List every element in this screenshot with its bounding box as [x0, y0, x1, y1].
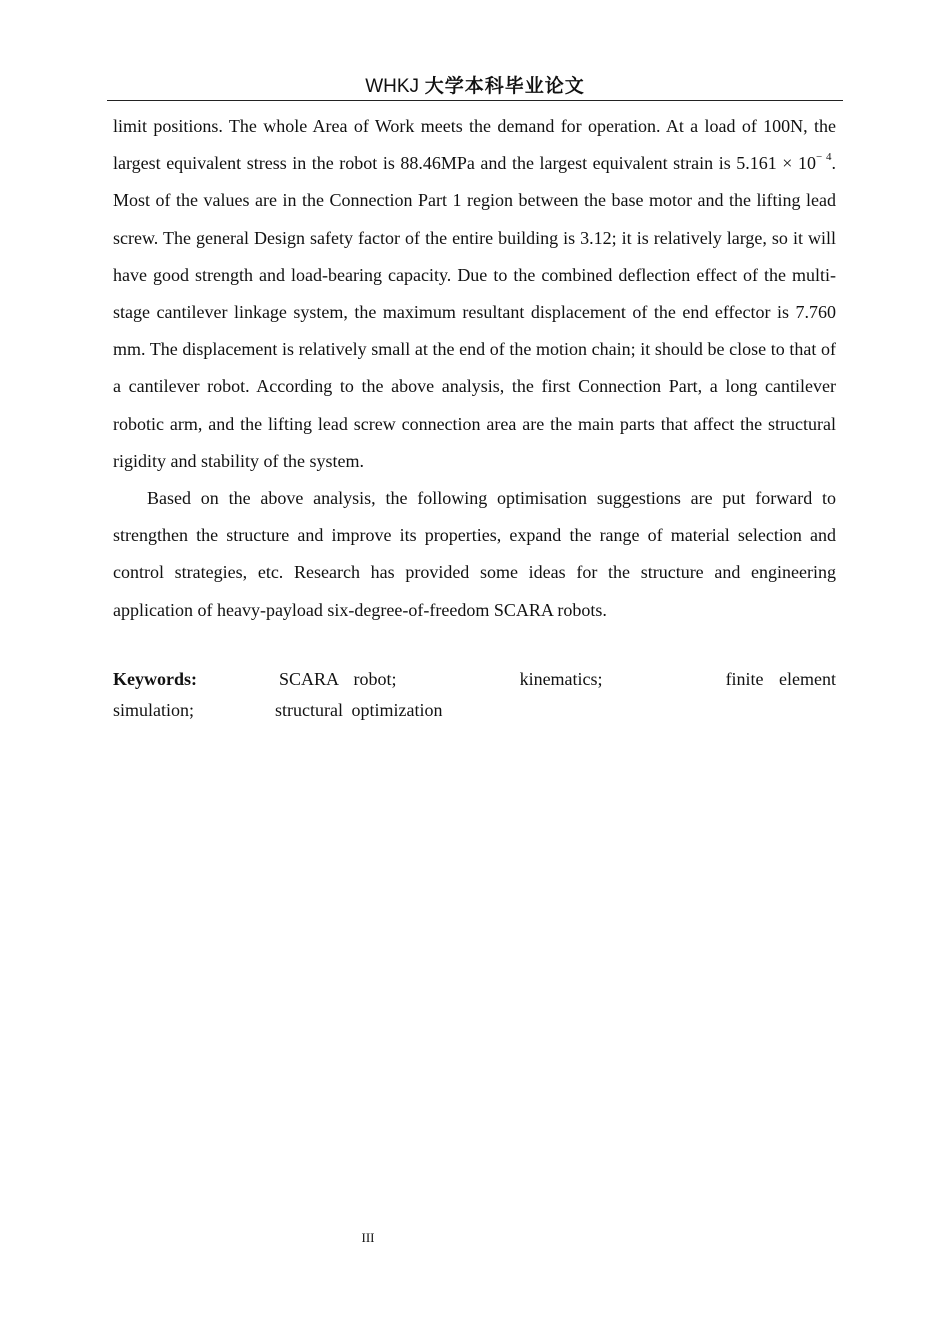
keywords-label: Keywords:: [113, 668, 197, 689]
keyword-item: SCARA robot;: [279, 668, 397, 689]
keyword-item: kinematics;: [519, 668, 603, 689]
paragraph-1-text-b: . Most of the values are in the Connection Part 1 region between the base motor and the lifting lead screw. The general Design safety factor of the entire building is 3.12; it is relatively large, so it will have good strength and load-bearing capacity. Due to the combined deflection effect of the multi-stage cantilever linkage system, the maximum resultant displacement of the end effector is 7.760 mm. The displacement is relatively small at the end of the motion chain; it should be close to that of a cantilever robot. According to the above analysis, the first Connection Part, a long cantilever robotic arm, and the lifting lead screw connection area are the main parts that affect the structural rigidity and stability of the system.: [113, 153, 836, 471]
page-number: III: [361, 1230, 375, 1245]
page-header: [107, 72, 843, 101]
keywords-line: [113, 664, 836, 726]
header-thesis-title: 大学本科毕业论文: [424, 75, 585, 97]
abstract-body: [113, 108, 836, 726]
abstract-paragraph-1: [113, 108, 836, 480]
strain-value-formula: [736, 153, 831, 173]
keyword-item: structural optimization: [275, 699, 443, 720]
paragraph-1-text-a: limit positions. The whole Area of Work meets the demand for operation. At a load of 100N, the largest equivalent stress in the robot is 88.46MPa and the largest equivalent strain is: [113, 116, 836, 174]
keyword-item: finite element simulation;: [113, 668, 837, 720]
abstract-paragraph-2: Based on the above analysis, the following optimisation suggestions are put forward to strengthen the structure and improve its properties, expand the range of material selection and control strategies, etc. Research has provided some ideas for the structure and engineering application of heavy-payload six-degree-of-freedom SCARA robots.: [113, 488, 836, 620]
strain-value-base: 5.161 × 10: [736, 153, 816, 174]
strain-value-exponent: − 4: [816, 151, 832, 164]
header-latin-text: WHKJ: [365, 76, 420, 97]
